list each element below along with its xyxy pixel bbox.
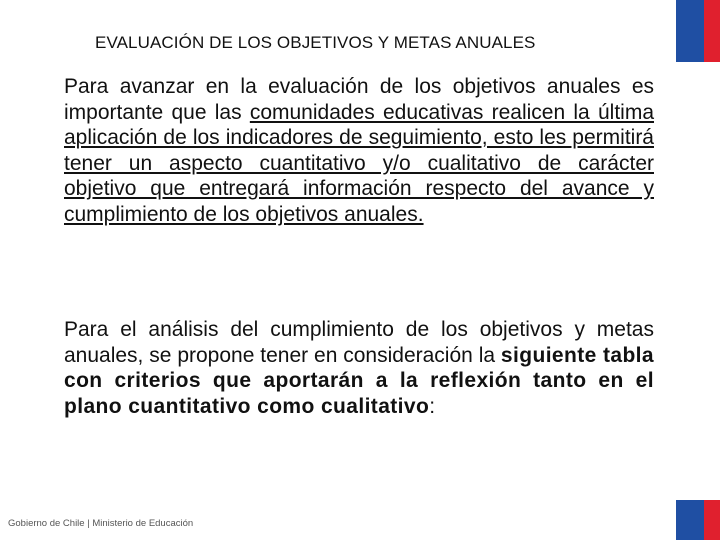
chile-flag-top	[676, 0, 720, 62]
paragraph-analysis-trail: :	[429, 394, 436, 418]
flag-red-band	[704, 500, 720, 540]
paragraph-analysis-bold: siguiente tabla con criterios que aportarán a la reflexión tanto en el plano cuantitativo como cualitativo	[64, 343, 654, 418]
chile-flag-bottom	[676, 500, 720, 540]
paragraph-analysis-lead: Para el análisis del cumplimiento de los objetivos y metas anuales, se propone tener en consideración la	[64, 318, 654, 367]
flag-red-band	[704, 0, 720, 62]
flag-blue-band	[676, 0, 704, 62]
page-title: EVALUACIÓN DE LOS OBJETIVOS Y METAS ANUALES	[95, 33, 536, 52]
paragraph-objectives-underlined: comunidades educativas realicen la última aplicación de los indicadores de seguimiento, esto les permitirá tener un aspecto cuantitativo y/o cualitativo de carácter objetivo que entregará información respecto del avance y cumplimiento de los objetivos anuales.	[64, 100, 654, 226]
paragraph-objectives-lead: Para avanzar en la evaluación de los objetivos anuales es importante que las	[64, 75, 654, 124]
paragraph-analysis	[64, 317, 654, 419]
footer-ministry: Gobierno de Chile | Ministerio de Educación	[8, 518, 194, 529]
paragraph-objectives	[64, 74, 654, 227]
flag-blue-band	[676, 500, 704, 540]
